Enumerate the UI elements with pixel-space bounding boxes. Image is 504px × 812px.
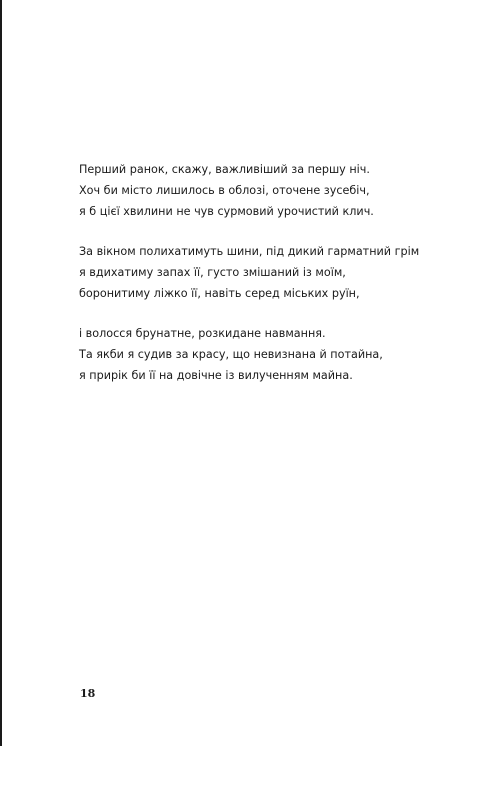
stanza-2 [79,241,479,304]
poem-line: боронитиму ліжко її, навіть серед міських руїн, [79,287,360,300]
stanza-3 [79,323,479,386]
poem [79,159,479,405]
page-number: 18 [80,687,96,700]
poem-line: і волосся брунатне, розкидане навмання. [79,327,326,340]
page-edge-line [0,0,2,746]
poem-line: За вікном полихатимуть шини, під дикий гарматний грім [79,245,420,258]
poem-line: Хоч би місто лишилось в облозі, оточене зусебіч, [79,184,370,197]
poem-line: я вдихатиму запах її, густо змішаний із моїм, [79,266,346,279]
stanza-1 [79,159,479,222]
poem-line: я прирік би її на довічне із вилученням майна. [79,369,353,382]
poem-line: я б цієї хвилини не чув сурмовий урочистий клич. [79,205,374,218]
poem-line: Та якби я судив за красу, що невизнана й потайна, [79,348,383,361]
poem-line: Перший ранок, скажу, важливіший за першу ніч. [79,163,370,176]
